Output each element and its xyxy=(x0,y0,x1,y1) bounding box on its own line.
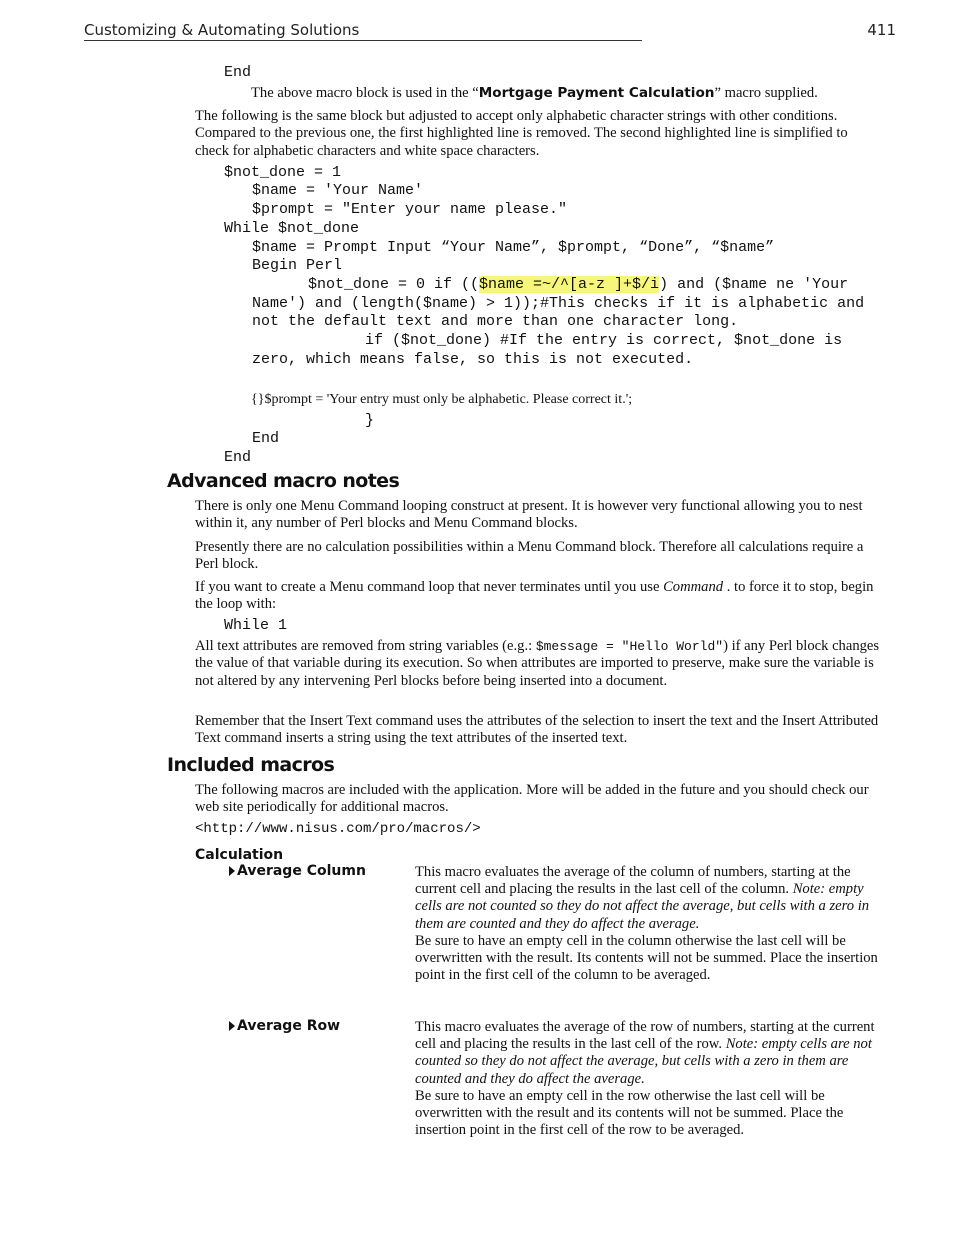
macros-url-link[interactable]: <http://www.nisus.com/pro/macros/> xyxy=(195,821,481,837)
code-line: Name') and (length($name) > 1));#This checks if it is alphabetic and xyxy=(252,295,865,312)
following-paragraph: The following is the same block but adjusted to accept only alphabetic character strings with other conditions. Compared to the previous one, the first highlighted line is removed. The second highlighted line is simplified to check for alphabetic characters and white space characters. xyxy=(195,108,848,159)
code-line-prompt: {}$prompt = 'Your entry must only be alphabetic. Please correct it.'; xyxy=(251,392,633,407)
advanced-paragraph-2: Presently there are no calculation possibilities within a Menu Command block. Therefore all calculations require a Perl block. xyxy=(195,539,864,573)
code-line: End xyxy=(252,430,280,447)
code-line: $not_done = 0 if (($name =~/^[a-z ]+$/i) and ($name ne 'Your xyxy=(308,276,849,293)
advanced-paragraph-3: If you want to create a Menu command loop that never terminates until you use Command . to force it to stop, begin the loop with: xyxy=(195,579,874,613)
code-line: $prompt = "Enter your name please." xyxy=(252,201,568,218)
code-end-line: End xyxy=(224,64,252,81)
heading-included-macros: Included macros xyxy=(167,754,335,776)
code-line: if ($not_done) #If the entry is correct, $not_done is xyxy=(365,332,843,349)
heading-advanced-macro-notes: Advanced macro notes xyxy=(167,470,400,492)
code-line: $name = 'Your Name' xyxy=(252,182,424,199)
advanced-paragraph-5: Remember that the Insert Text command uses the attributes of the selection to insert the text and the Insert Attributed Text command inserts a string using the text attributes of the inserted text. xyxy=(195,713,879,747)
header-rule xyxy=(84,40,642,41)
advanced-paragraph-1: There is only one Menu Command looping construct at present. It is however very functional allowing you to nest within it, any number of Perl blocks and Menu Command blocks. xyxy=(195,498,863,532)
category-calculation: Calculation xyxy=(195,847,284,863)
page-number: 411 xyxy=(867,21,896,39)
code-line: not the default text and more than one character long. xyxy=(252,313,739,330)
macro-entry-average-row: Average Row xyxy=(229,1018,340,1034)
intro-line: The above macro block is used in the “Mortgage Payment Calculation” macro supplied. xyxy=(251,85,818,101)
macro-name-bold: Mortgage Payment Calculation xyxy=(478,85,715,101)
code-line: While $not_done xyxy=(224,220,360,237)
code-line: zero, which means false, so this is not executed. xyxy=(252,351,694,368)
macro-entry-average-column: Average Column xyxy=(229,863,366,879)
highlighted-regex: $name =~/^[a-z ]+$/i xyxy=(479,276,660,293)
macro-description: This macro evaluates the average of the column of numbers, starting at the current cell and placing the results in the last cell of the column. Note: empty cells are not counted so they do not affect the average, but cells with a zero in them are counted and they do affect the average. Be sure to have an empty cell in the column otherwise the last cell will be overwritten with the result. Its contents will not be summed. Place the insertion point in the first cell of the column to be averaged. xyxy=(415,864,878,984)
code-line: $name = Prompt Input “Your Name”, $prompt, “Done”, “$name” xyxy=(252,239,775,256)
code-while-1: While 1 xyxy=(224,617,288,634)
macro-description: This macro evaluates the average of the row of numbers, starting at the current cell and placing the results in the last cell of the row. Note: empty cells are not counted so they do not affect the average, but cells with a zero in them are counted and they do affect the average. Be sure to have an empty cell in the row otherwise the last cell will be overwritten with the result and its contents will not be summed. Place the insertion point in the first cell of the row to be averaged. xyxy=(415,1019,875,1139)
advanced-paragraph-4: All text attributes are removed from string variables (e.g.: $message = "Hello World") if any Perl block changes the value of that variable during its execution. So when attributes are imported to preserve, make sure the variable is not altered by any intervening Perl blocks before being inserted into a document. xyxy=(195,638,880,689)
included-paragraph-1: The following macros are included with the application. More will be added in the future and you should check our web site periodically for additional macros. xyxy=(195,782,869,816)
disclosure-triangle-icon xyxy=(229,866,235,876)
code-line: Begin Perl xyxy=(252,257,343,274)
code-line: } xyxy=(365,412,375,429)
running-header-title: Customizing & Automating Solutions xyxy=(84,21,360,39)
code-line: $not_done = 1 xyxy=(224,164,342,181)
code-line: End xyxy=(224,449,252,466)
disclosure-triangle-icon xyxy=(229,1021,235,1031)
